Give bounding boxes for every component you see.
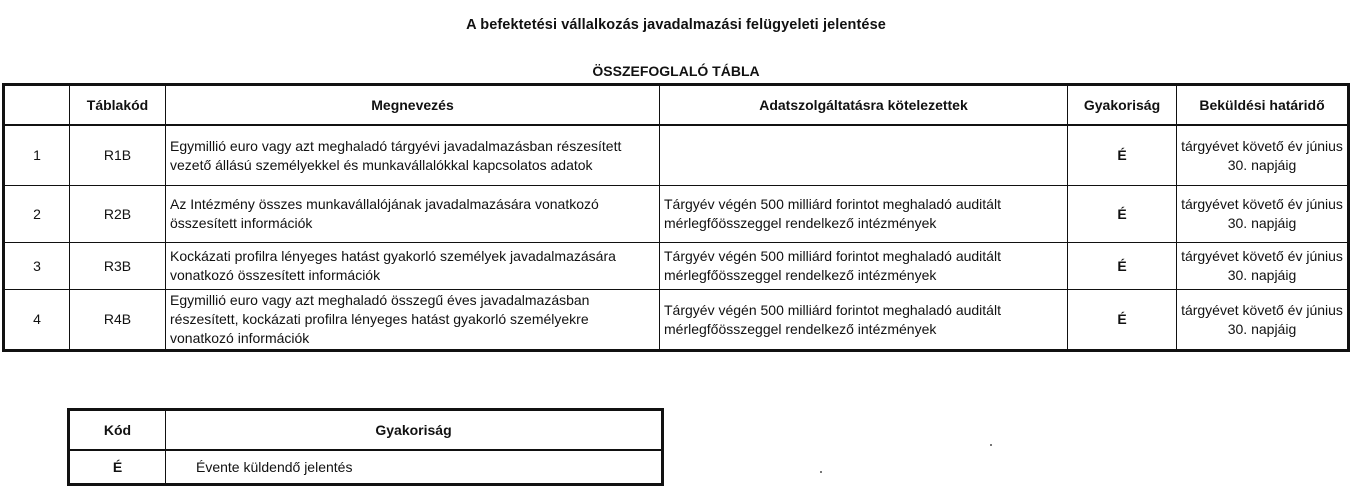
table-row [4, 243, 1349, 290]
legend-description: Évente küldendő jelentés [166, 450, 663, 485]
row-obligated: Tárgyév végén 500 milliárd forintot meghaladó auditált mérlegfőösszeggel rendelkező intézmények [660, 243, 1068, 290]
summary-header-row [4, 85, 1349, 126]
header-table-code: Táblakód [70, 85, 166, 126]
legend-header-code: Kód [69, 410, 166, 451]
row-deadline: tárgyévet követő év június 30. napjáig [1177, 186, 1349, 243]
summary-table [2, 83, 1350, 352]
scan-speck [990, 444, 992, 446]
row-frequency: É [1068, 125, 1177, 186]
row-deadline: tárgyévet követő év június 30. napjáig [1177, 290, 1349, 351]
row-obligated [660, 125, 1068, 186]
row-name: Az Intézmény összes munkavállalójának javadalmazására vonatkozó összesített információk [166, 186, 660, 243]
row-table-code: R3B [70, 243, 166, 290]
header-obligated: Adatszolgáltatásra kötelezettek [660, 85, 1068, 126]
row-deadline: tárgyévet követő év június 30. napjáig [1177, 243, 1349, 290]
summary-table-title: ÖSSZEFOGLALÓ TÁBLA [592, 63, 760, 79]
legend-row [69, 450, 663, 485]
row-frequency: É [1068, 290, 1177, 351]
row-name: Kockázati profilra lényeges hatást gyakorló személyek javadalmazására vonatkozó összesített információk [166, 243, 660, 290]
row-table-code: R2B [70, 186, 166, 243]
row-table-code: R1B [70, 125, 166, 186]
header-frequency: Gyakoriság [1068, 85, 1177, 126]
row-obligated: Tárgyév végén 500 milliárd forintot meghaladó auditált mérlegfőösszeggel rendelkező intézmények [660, 186, 1068, 243]
row-number: 2 [4, 186, 70, 243]
table-row [4, 186, 1349, 243]
row-frequency: É [1068, 243, 1177, 290]
row-name: Egymillió euro vagy azt meghaladó tárgyévi javadalmazásban részesített vezető állású személyekkel és munkavállalókkal kapcsolatos adatok [166, 125, 660, 186]
row-number: 4 [4, 290, 70, 351]
scan-speck [820, 471, 822, 473]
row-obligated: Tárgyév végén 500 milliárd forintot meghaladó auditált mérlegfőösszeggel rendelkező intézmények [660, 290, 1068, 351]
legend-header-frequency: Gyakoriság [166, 410, 663, 451]
header-name: Megnevezés [166, 85, 660, 126]
row-table-code: R4B [70, 290, 166, 351]
header-num [4, 85, 70, 126]
row-number: 3 [4, 243, 70, 290]
table-row [4, 290, 1349, 351]
row-deadline: tárgyévet követő év június 30. napjáig [1177, 125, 1349, 186]
legend-header-row [69, 410, 663, 451]
legend-table [67, 408, 664, 486]
row-number: 1 [4, 125, 70, 186]
legend-code: É [69, 450, 166, 485]
table-row [4, 125, 1349, 186]
header-deadline: Beküldési határidő [1177, 85, 1349, 126]
row-frequency: É [1068, 186, 1177, 243]
document-title: A befektetési vállalkozás javadalmazási felügyeleti jelentése [466, 17, 886, 33]
row-name: Egymillió euro vagy azt meghaladó összegű éves javadalmazásban részesített, kockázati profilra lényeges hatást gyakorló személyekre vonatkozó információk [166, 290, 660, 351]
